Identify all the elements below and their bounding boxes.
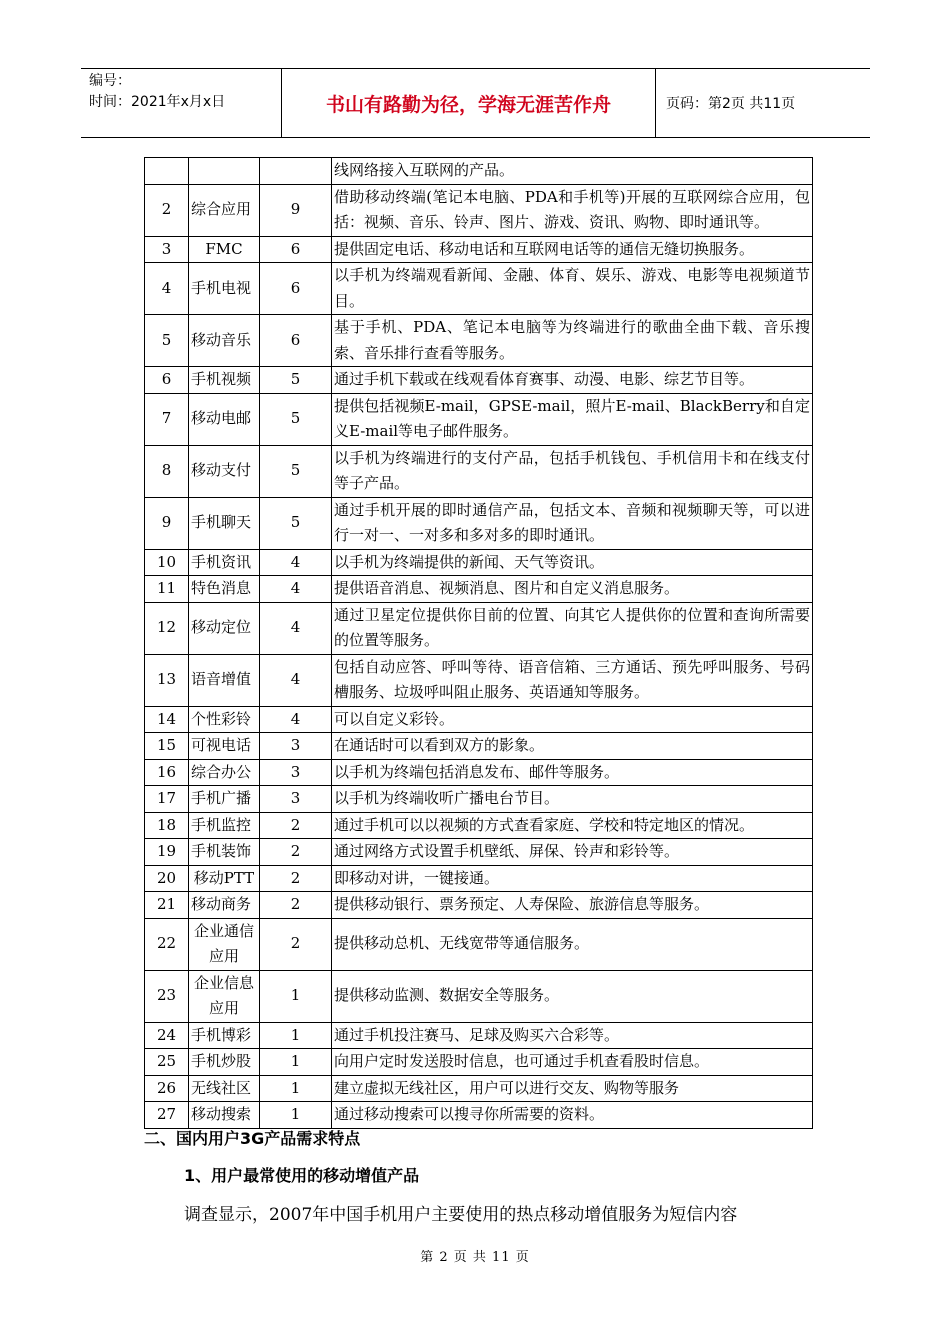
count-cell: 5: [260, 367, 332, 394]
row-number-cell: 12: [145, 602, 189, 654]
count-cell: 1: [260, 1022, 332, 1049]
service-name-cell: 个性彩铃: [189, 706, 260, 733]
table-row: [145, 549, 813, 576]
table-row: [145, 706, 813, 733]
count-cell: 2: [260, 812, 332, 839]
table-row: [145, 263, 813, 315]
description-cell: 以手机为终端提供的新闻、天气等资讯。: [332, 549, 813, 576]
description-cell: 提供移动监测、数据安全等服务。: [332, 970, 813, 1022]
table-row: [145, 158, 813, 185]
row-number-cell: 7: [145, 393, 189, 445]
table-row: [145, 970, 813, 1022]
table-row: [145, 602, 813, 654]
count-cell: 2: [260, 918, 332, 970]
table-row: [145, 892, 813, 919]
row-number-cell: 25: [145, 1049, 189, 1076]
description-cell: 即移动对讲，一键接通。: [332, 865, 813, 892]
description-cell: 以手机为终端包括消息发布、邮件等服务。: [332, 759, 813, 786]
service-name-cell: 移动商务: [189, 892, 260, 919]
table-row: [145, 865, 813, 892]
count-cell: 6: [260, 263, 332, 315]
description-cell: 包括自动应答、呼叫等待、语音信箱、三方通话、预先呼叫服务、号码槽服务、垃圾呼叫阻止服务、英语通知等服务。: [332, 654, 813, 706]
services-table: [144, 157, 813, 1129]
service-name-cell: 移动搜索: [189, 1102, 260, 1129]
description-cell: 通过手机下载或在线观看体育赛事、动漫、电影、综艺节目等。: [332, 367, 813, 394]
table-row: [145, 576, 813, 603]
page-header: [81, 68, 870, 138]
description-cell: 建立虚拟无线社区，用户可以进行交友、购物等服务: [332, 1075, 813, 1102]
service-name-cell: 综合办公: [189, 759, 260, 786]
service-name-cell: 移动电邮: [189, 393, 260, 445]
count-cell: 2: [260, 839, 332, 866]
description-cell: 通过手机投注赛马、足球及购买六合彩等。: [332, 1022, 813, 1049]
service-name-cell: 手机炒股: [189, 1049, 260, 1076]
description-cell: 提供包括视频E-mail，GPSE-mail，照片E-mail、BlackBerry和自定义E-mail等电子邮件服务。: [332, 393, 813, 445]
count-cell: 4: [260, 602, 332, 654]
row-number-cell: 10: [145, 549, 189, 576]
service-name-cell: 可视电话: [189, 733, 260, 760]
service-name-cell: 移动PTT: [189, 865, 260, 892]
table-row: [145, 184, 813, 236]
description-cell: 通过卫星定位提供你目前的位置、向其它人提供你的位置和查询所需要的位置等服务。: [332, 602, 813, 654]
count-cell: 6: [260, 315, 332, 367]
count-cell: 6: [260, 236, 332, 263]
count-cell: 3: [260, 786, 332, 813]
row-number-cell: 20: [145, 865, 189, 892]
count-cell: 9: [260, 184, 332, 236]
service-name-cell: 企业信息应用: [189, 970, 260, 1022]
table-row: [145, 786, 813, 813]
table-row: [145, 654, 813, 706]
description-cell: 以手机为终端收听广播电台节目。: [332, 786, 813, 813]
description-cell: 通过移动搜索可以搜寻你所需要的资料。: [332, 1102, 813, 1129]
table-row: [145, 733, 813, 760]
row-number-cell: 8: [145, 445, 189, 497]
count-cell: 1: [260, 1102, 332, 1129]
row-number-cell: 22: [145, 918, 189, 970]
service-name-cell: 无线社区: [189, 1075, 260, 1102]
row-number-cell: 2: [145, 184, 189, 236]
description-cell: 通过手机可以以视频的方式查看家庭、学校和特定地区的情况。: [332, 812, 813, 839]
table-row: [145, 1102, 813, 1129]
count-cell: 1: [260, 1049, 332, 1076]
row-number-cell: 13: [145, 654, 189, 706]
row-number-cell: 14: [145, 706, 189, 733]
service-name-cell: 手机资讯: [189, 549, 260, 576]
service-name-cell: 综合应用: [189, 184, 260, 236]
count-cell: 5: [260, 393, 332, 445]
count-cell: 4: [260, 576, 332, 603]
row-number-cell: 3: [145, 236, 189, 263]
table-row: [145, 759, 813, 786]
service-name-cell: 语音增值: [189, 654, 260, 706]
description-cell: 基于手机、PDA、笔记本电脑等为终端进行的歌曲全曲下载、音乐搜索、音乐排行查看等服务。: [332, 315, 813, 367]
row-number-cell: 5: [145, 315, 189, 367]
table-row: [145, 445, 813, 497]
description-cell: 提供语音消息、视频消息、图片和自定义消息服务。: [332, 576, 813, 603]
table-row: [145, 812, 813, 839]
row-number-cell: 6: [145, 367, 189, 394]
count-cell: 1: [260, 1075, 332, 1102]
description-cell: 可以自定义彩铃。: [332, 706, 813, 733]
service-name-cell: 移动支付: [189, 445, 260, 497]
service-name-cell: 手机电视: [189, 263, 260, 315]
section-heading: 二、国内用户3G产品需求特点: [144, 1129, 361, 1148]
count-cell: 1: [260, 970, 332, 1022]
description-cell: 提供固定电话、移动电话和互联网电话等的通信无缝切换服务。: [332, 236, 813, 263]
row-number-cell: 27: [145, 1102, 189, 1129]
service-name-cell: 移动音乐: [189, 315, 260, 367]
table-row: [145, 497, 813, 549]
service-name-cell: 特色消息: [189, 576, 260, 603]
body-paragraph: 调查显示，2007年中国手机用户主要使用的热点移动增值服务为短信内容: [184, 1205, 738, 1225]
header-motto: 书山有路勤为径，学海无涯苦作舟: [282, 69, 656, 137]
row-number-cell: 26: [145, 1075, 189, 1102]
count-cell: 4: [260, 654, 332, 706]
service-name-cell: [189, 158, 260, 185]
count-cell: 4: [260, 706, 332, 733]
description-cell: 借助移动终端(笔记本电脑、PDA和手机等)开展的互联网综合应用，包括：视频、音乐、铃声、图片、游戏、资讯、购物、即时通讯等。: [332, 184, 813, 236]
description-cell: 线网络接入互联网的产品。: [332, 158, 813, 185]
count-cell: 3: [260, 759, 332, 786]
description-cell: 通过网络方式设置手机壁纸、屏保、铃声和彩铃等。: [332, 839, 813, 866]
table-row: [145, 315, 813, 367]
row-number-cell: 18: [145, 812, 189, 839]
count-cell: 2: [260, 865, 332, 892]
count-cell: 4: [260, 549, 332, 576]
document-number-label: 编号：: [89, 73, 131, 89]
row-number-cell: 17: [145, 786, 189, 813]
table-row: [145, 1075, 813, 1102]
table-row: [145, 918, 813, 970]
page-footer: 第 2 页 共 11 页: [420, 1250, 530, 1265]
header-meta: [81, 69, 282, 137]
description-cell: 提供移动总机、无线宽带等通信服务。: [332, 918, 813, 970]
service-name-cell: 手机聊天: [189, 497, 260, 549]
description-cell: 以手机为终端观看新闻、金融、体育、娱乐、游戏、电影等电视频道节目。: [332, 263, 813, 315]
description-cell: 提供移动银行、票务预定、人寿保险、旅游信息等服务。: [332, 892, 813, 919]
count-cell: 5: [260, 497, 332, 549]
table-row: [145, 1022, 813, 1049]
count-cell: 5: [260, 445, 332, 497]
subsection-heading: 1、用户最常使用的移动增值产品: [184, 1166, 420, 1185]
service-name-cell: 手机视频: [189, 367, 260, 394]
service-name-cell: FMC: [189, 236, 260, 263]
description-cell: 在通话时可以看到双方的影象。: [332, 733, 813, 760]
row-number-cell: 11: [145, 576, 189, 603]
row-number-cell: 21: [145, 892, 189, 919]
row-number-cell: 23: [145, 970, 189, 1022]
table-row: [145, 839, 813, 866]
document-date: 时间：2021年x月x日: [89, 94, 226, 110]
count-cell: [260, 158, 332, 185]
table-row: [145, 367, 813, 394]
header-page-number: 页码：第2页 共11页: [666, 96, 796, 112]
description-cell: 以手机为终端进行的支付产品，包括手机钱包、手机信用卡和在线支付等子产品。: [332, 445, 813, 497]
description-cell: 向用户定时发送股时信息，也可通过手机查看股时信息。: [332, 1049, 813, 1076]
row-number-cell: 4: [145, 263, 189, 315]
row-number-cell: [145, 158, 189, 185]
row-number-cell: 16: [145, 759, 189, 786]
table-row: [145, 236, 813, 263]
row-number-cell: 24: [145, 1022, 189, 1049]
table-row: [145, 1049, 813, 1076]
service-name-cell: 手机监控: [189, 812, 260, 839]
row-number-cell: 9: [145, 497, 189, 549]
row-number-cell: 19: [145, 839, 189, 866]
count-cell: 2: [260, 892, 332, 919]
service-name-cell: 企业通信应用: [189, 918, 260, 970]
service-name-cell: 手机装饰: [189, 839, 260, 866]
count-cell: 3: [260, 733, 332, 760]
description-cell: 通过手机开展的即时通信产品，包括文本、音频和视频聊天等，可以进行一对一、一对多和多对多的即时通讯。: [332, 497, 813, 549]
service-name-cell: 移动定位: [189, 602, 260, 654]
row-number-cell: 15: [145, 733, 189, 760]
service-name-cell: 手机广播: [189, 786, 260, 813]
service-name-cell: 手机博彩: [189, 1022, 260, 1049]
table-row: [145, 393, 813, 445]
